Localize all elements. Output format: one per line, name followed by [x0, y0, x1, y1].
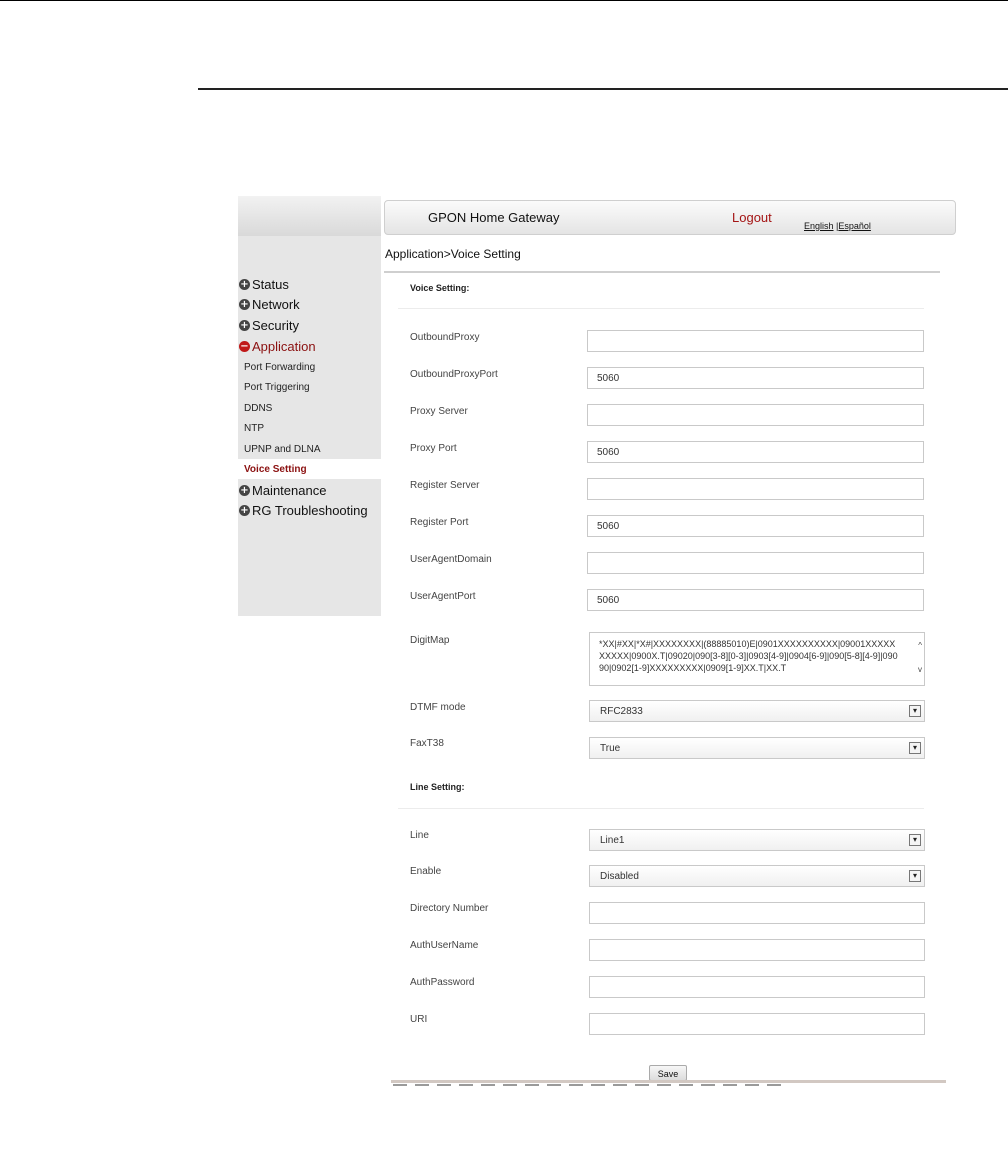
dtmf-mode-value: RFC2833	[600, 705, 643, 717]
outbound-proxy-port-label: OutboundProxyPort	[410, 369, 498, 380]
uri-label: URI	[410, 1014, 428, 1025]
register-port-label: Register Port	[410, 517, 469, 528]
user-agent-domain-input[interactable]	[587, 552, 924, 574]
spanish-link[interactable]: Español	[838, 221, 871, 231]
expand-icon: +	[240, 298, 249, 310]
expand-icon: +	[240, 484, 249, 496]
footer-dashed-line	[393, 1084, 789, 1086]
section-divider	[398, 308, 924, 309]
faxt38-label: FaxT38	[410, 738, 444, 749]
line-select[interactable]	[589, 829, 925, 851]
user-agent-port-label: UserAgentPort	[410, 591, 476, 602]
enable-value: Disabled	[600, 870, 639, 882]
document-rule	[198, 88, 1008, 90]
scroll-down-icon[interactable]: v	[918, 665, 922, 674]
page-top-rule	[0, 0, 1008, 1]
dtmf-mode-select[interactable]	[589, 700, 925, 722]
uri-input[interactable]	[589, 1013, 925, 1035]
sidebar-subitem-ntp[interactable]: NTP	[244, 422, 264, 434]
line-label: Line	[410, 830, 429, 841]
digitmap-label: DigitMap	[410, 635, 450, 646]
auth-user-name-label: AuthUserName	[410, 940, 479, 951]
sidebar-header	[238, 196, 381, 236]
sidebar-subitem-port-forwarding[interactable]: Port Forwarding	[244, 361, 316, 373]
english-link[interactable]: English	[804, 221, 834, 231]
sidebar-item-security[interactable]	[238, 315, 381, 335]
sidebar-item-label: Maintenance	[252, 482, 327, 498]
collapse-icon: −	[240, 340, 249, 352]
dropdown-arrow-icon[interactable]: ▾	[909, 834, 921, 846]
voice-setting-title: Voice Setting:	[410, 283, 470, 293]
expand-icon: +	[240, 278, 249, 290]
directory-number-input[interactable]	[589, 902, 925, 924]
sidebar-item-maintenance[interactable]	[238, 480, 381, 500]
outbound-proxy-input[interactable]	[587, 330, 924, 352]
register-port-input[interactable]: 5060	[587, 515, 924, 537]
dropdown-arrow-icon[interactable]: ▾	[909, 870, 921, 882]
proxy-server-label: Proxy Server	[410, 406, 468, 417]
breadcrumb-divider	[384, 271, 940, 273]
logout-link[interactable]: Logout	[732, 210, 772, 225]
section-divider	[398, 808, 924, 809]
auth-password-input[interactable]	[589, 976, 925, 998]
app-title: GPON Home Gateway	[428, 210, 560, 225]
line-setting-title: Line Setting:	[410, 782, 465, 792]
save-button[interactable]: Save	[649, 1065, 687, 1081]
sidebar-item-label: Status	[252, 276, 289, 292]
user-agent-port-input[interactable]: 5060	[587, 589, 924, 611]
auth-user-name-input[interactable]	[589, 939, 925, 961]
register-server-input[interactable]	[587, 478, 924, 500]
proxy-server-input[interactable]	[587, 404, 924, 426]
lang-separator: |	[833, 221, 839, 231]
sidebar-subitem-port-triggering[interactable]: Port Triggering	[244, 381, 310, 393]
proxy-port-label: Proxy Port	[410, 443, 457, 454]
footer-divider	[391, 1080, 946, 1083]
dropdown-arrow-icon[interactable]: ▾	[909, 705, 921, 717]
directory-number-label: Directory Number	[410, 903, 489, 914]
sidebar-item-network[interactable]	[238, 294, 381, 314]
digitmap-text: *XX|#XX|*X#|XXXXXXXX|(88885010)E|0901XXXXXXXXXX|09001XXXXXXXXXX|0900X.T|09020|090[3-8][0-3]|0903[4-9]|0904[6-9]|090[5-8][4-9]|09090|0902[1-9]XXXXXXXXX|0909[1-9]XX.T|XX.T	[599, 639, 898, 673]
language-switch	[804, 221, 871, 231]
dtmf-mode-label: DTMF mode	[410, 702, 466, 713]
enable-select[interactable]	[589, 865, 925, 887]
faxt38-value: True	[600, 742, 621, 754]
digitmap-textarea[interactable]	[589, 632, 925, 686]
outbound-proxy-label: OutboundProxy	[410, 332, 480, 343]
outbound-proxy-port-input[interactable]: 5060	[587, 367, 924, 389]
breadcrumb: Application>Voice Setting	[385, 247, 521, 261]
sidebar-item-rg-troubleshooting[interactable]	[238, 500, 381, 520]
register-server-label: Register Server	[410, 480, 480, 491]
sidebar-item-status[interactable]	[238, 274, 381, 294]
expand-icon: +	[240, 319, 249, 331]
sidebar-item-label: Security	[252, 317, 299, 333]
scroll-up-icon[interactable]: ^	[918, 641, 922, 650]
auth-password-label: AuthPassword	[410, 977, 475, 988]
user-agent-domain-label: UserAgentDomain	[410, 554, 492, 565]
proxy-port-input[interactable]: 5060	[587, 441, 924, 463]
faxt38-select[interactable]	[589, 737, 925, 759]
line-value: Line1	[600, 834, 625, 846]
sidebar-subitem-voice-setting[interactable]: Voice Setting	[238, 459, 381, 479]
sidebar-item-label: Application	[252, 338, 316, 354]
sidebar-subitem-upnp-dlna[interactable]: UPNP and DLNA	[244, 443, 321, 455]
sidebar-item-label: Network	[252, 296, 300, 312]
sidebar-subitem-ddns[interactable]: DDNS	[244, 402, 273, 414]
sidebar-item-application[interactable]	[238, 336, 381, 356]
dropdown-arrow-icon[interactable]: ▾	[909, 742, 921, 754]
enable-label: Enable	[410, 866, 442, 877]
expand-icon: +	[240, 504, 249, 516]
sidebar-item-label: RG Troubleshooting	[252, 502, 368, 518]
